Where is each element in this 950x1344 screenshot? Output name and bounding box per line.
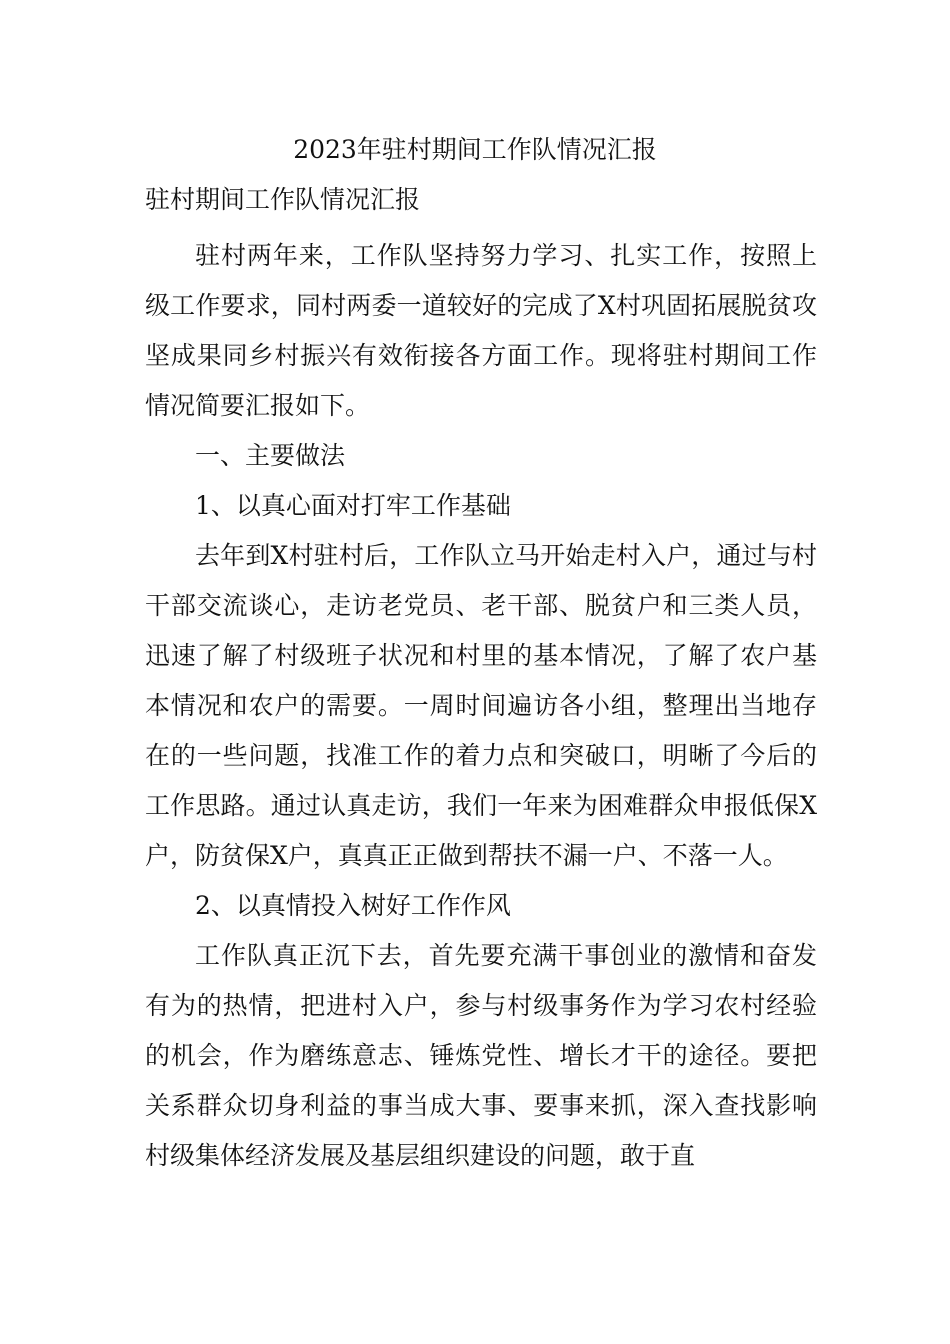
document-title: 2023年驻村期间工作队情况汇报 <box>293 135 657 164</box>
subsection-heading-1: 1、以真心面对打牢工作基础 <box>195 491 511 520</box>
section-heading-main-practices: 一、主要做法 <box>195 441 346 470</box>
body-paragraph-2: 工作队真正沉下去，首先要充满干事创业的激情和奋发有为的热情，把进村入户，参与村级事务作为学习农村经验的机会，作为磨练意志、锤炼党性、增长才干的途径。要把关系群众切身利益的事当成大事、要事来抓，深入查找影响村级集体经济发展及基层组织建设的问题，敢于直 <box>145 941 817 1170</box>
body-paragraph-1: 去年到X村驻村后，工作队立马开始走村入户，通过与村干部交流谈心，走访老党员、老干部、脱贫户和三类人员，迅速了解了村级班子状况和村里的基本情况，了解了农户基本情况和农户的需要。一周时间遍访各小组，整理出当地存在的一些问题，找准工作的着力点和突破口，明晰了今后的工作思路。通过认真走访，我们一年来为困难群众申报低保X户，防贫保X户，真真正正做到帮扶不漏一户、不落一人。 <box>145 541 817 870</box>
subsection-heading-2: 2、以真情投入树好工作作风 <box>195 891 511 920</box>
document-body <box>145 231 817 1181</box>
document-subtitle: 驻村期间工作队情况汇报 <box>145 185 421 214</box>
intro-paragraph: 驻村两年来，工作队坚持努力学习、扎实工作，按照上级工作要求，同村两委一道较好的完成了X村巩固拓展脱贫攻坚成果同乡村振兴有效衔接各方面工作。现将驻村期间工作情况简要汇报如下。 <box>145 241 817 420</box>
